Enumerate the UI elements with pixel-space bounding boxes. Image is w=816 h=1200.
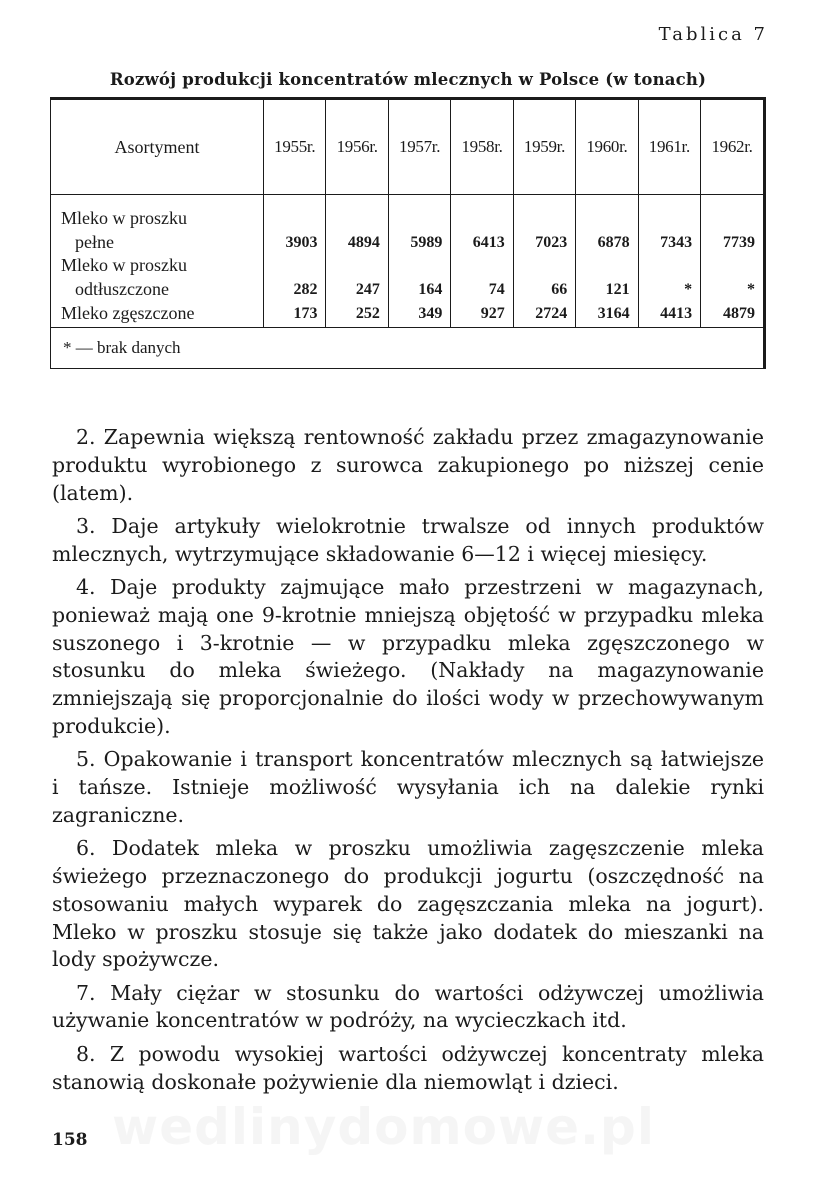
row-label: Mleko w proszku [61, 255, 187, 276]
page-number: 158 [52, 1130, 88, 1150]
table-cell: 4894 [347, 233, 380, 251]
paragraph-2: 2. Zapewnia większą rentowność zakładu przez zmagazynowanie produktu wyrobionego z surowca zakupionego po niższej cenie (latem). [52, 425, 764, 505]
year-1955-values [264, 195, 326, 328]
table-cell [639, 254, 700, 278]
paragraph-4: 4. Daje produkty zajmujące mało przestrzeni w magazynach, ponieważ mają one 9-krotnie mniejszą objętość w przypadku mleka suszonego i 3-krotnie — w przypadku mleka zgęszczonego w stosunku do mleka świeżego. (Nakłady na magazynowanie zmniejszają się proporcjonalnie do ilości wody w przechowywanym produkcie). [52, 574, 764, 738]
row-label: pełne [75, 231, 114, 252]
column-header-1962: 1962r. [701, 99, 765, 195]
table-cell: 5989 [410, 233, 443, 251]
table-title: Rozwój produkcji koncentratów mlecznych w Polsce (w tonach) [109, 70, 707, 89]
table-cell: 252 [355, 304, 380, 322]
column-header-1959: 1959r. [513, 99, 575, 195]
table-cell: 173 [293, 304, 318, 322]
table-cell: 66 [551, 281, 568, 299]
table-cell: 4879 [723, 304, 755, 322]
table-cell [389, 207, 450, 231]
table-cell: 7023 [535, 233, 568, 251]
watermark: wedlinydomowe.pl [112, 1098, 655, 1156]
table-cell [701, 254, 763, 278]
paragraph-8: 8. Z powodu wysokiej wartości odżywczej koncentraty mleka stanowią doskonałe pożywienie dla niemowląt i dzieci. [52, 1041, 764, 1094]
table-cell [576, 207, 637, 231]
row-labels-cell [51, 195, 264, 328]
column-header-1960: 1960r. [576, 99, 638, 195]
table-body-row [51, 195, 765, 328]
column-header-1956: 1956r. [326, 99, 388, 195]
year-1960-values [576, 195, 638, 328]
table-cell [514, 207, 575, 231]
table-cell: * [747, 281, 755, 299]
table-cell: 927 [480, 304, 505, 322]
column-header-assortment: Asortyment [51, 99, 264, 195]
table-cell: 74 [488, 281, 505, 299]
paragraph-5: 5. Opakowanie i transport koncentratów mlecznych są łatwiejsze i tańsze. Istnieje możliwość wysyłania ich na dalekie rynki zagraniczne. [52, 747, 764, 827]
table-cell [264, 207, 325, 231]
column-header-1961: 1961r. [638, 99, 700, 195]
table-cell [389, 254, 450, 278]
table-number: Tablica 7 [658, 24, 768, 45]
table-cell: 164 [418, 281, 443, 299]
column-header-1957: 1957r. [388, 99, 450, 195]
year-1962-values [701, 195, 765, 328]
table-cell: 247 [355, 281, 380, 299]
paragraph-3: 3. Daje artykuły wielokrotnie trwalsze od innych produktów mlecznych, wytrzymujące składowanie 6—12 i więcej miesięcy. [52, 513, 764, 566]
table-cell: 3164 [597, 304, 630, 322]
row-label: Mleko zgęszczone [61, 302, 195, 323]
body-text [52, 424, 764, 1102]
table-footnote-row [51, 328, 765, 369]
table-footnote: * — brak danych [51, 328, 765, 369]
table-cell [576, 254, 637, 278]
table-cell [264, 254, 325, 278]
table-cell: 349 [418, 304, 443, 322]
table-cell [451, 207, 512, 231]
paragraph-6: 6. Dodatek mleka w proszku umożliwia zagęszczenie mleka świeżego przeznaczonego do produkcji jogurtu (oszczędność na stosowaniu małych wyparek do zagęszczania mleka na jogurt). Mleko w proszku stosuje się także jako dodatek do mieszanki na lody spożywcze. [52, 836, 764, 972]
table-cell: 282 [293, 281, 318, 299]
table-cell: 2724 [535, 304, 568, 322]
year-1959-values [513, 195, 575, 328]
production-table [50, 97, 766, 369]
table-cell [326, 254, 387, 278]
year-1956-values [326, 195, 388, 328]
column-header-1955: 1955r. [264, 99, 326, 195]
year-1957-values [388, 195, 450, 328]
table-header-row [51, 99, 765, 195]
table-cell [639, 207, 700, 231]
table-cell [451, 254, 512, 278]
table-cell: 7343 [660, 233, 693, 251]
row-label: odtłuszczone [75, 279, 169, 300]
table-cell: 6878 [597, 233, 630, 251]
column-header-1958: 1958r. [451, 99, 513, 195]
table-cell: 6413 [472, 233, 505, 251]
table-cell [514, 254, 575, 278]
table-cell: 4413 [660, 304, 693, 322]
table-cell [701, 207, 763, 231]
paragraph-7: 7. Mały ciężar w stosunku do wartości odżywczej umożliwia używanie koncentratów w podróży, na wycieczkach itd. [52, 980, 764, 1033]
table-cell [326, 207, 387, 231]
year-1961-values [638, 195, 700, 328]
table-cell: * [684, 281, 693, 299]
table-cell: 3903 [285, 233, 318, 251]
table-cell: 121 [605, 281, 630, 299]
row-label: Mleko w proszku [61, 208, 187, 228]
table-cell: 7739 [723, 233, 755, 251]
year-1958-values [451, 195, 513, 328]
